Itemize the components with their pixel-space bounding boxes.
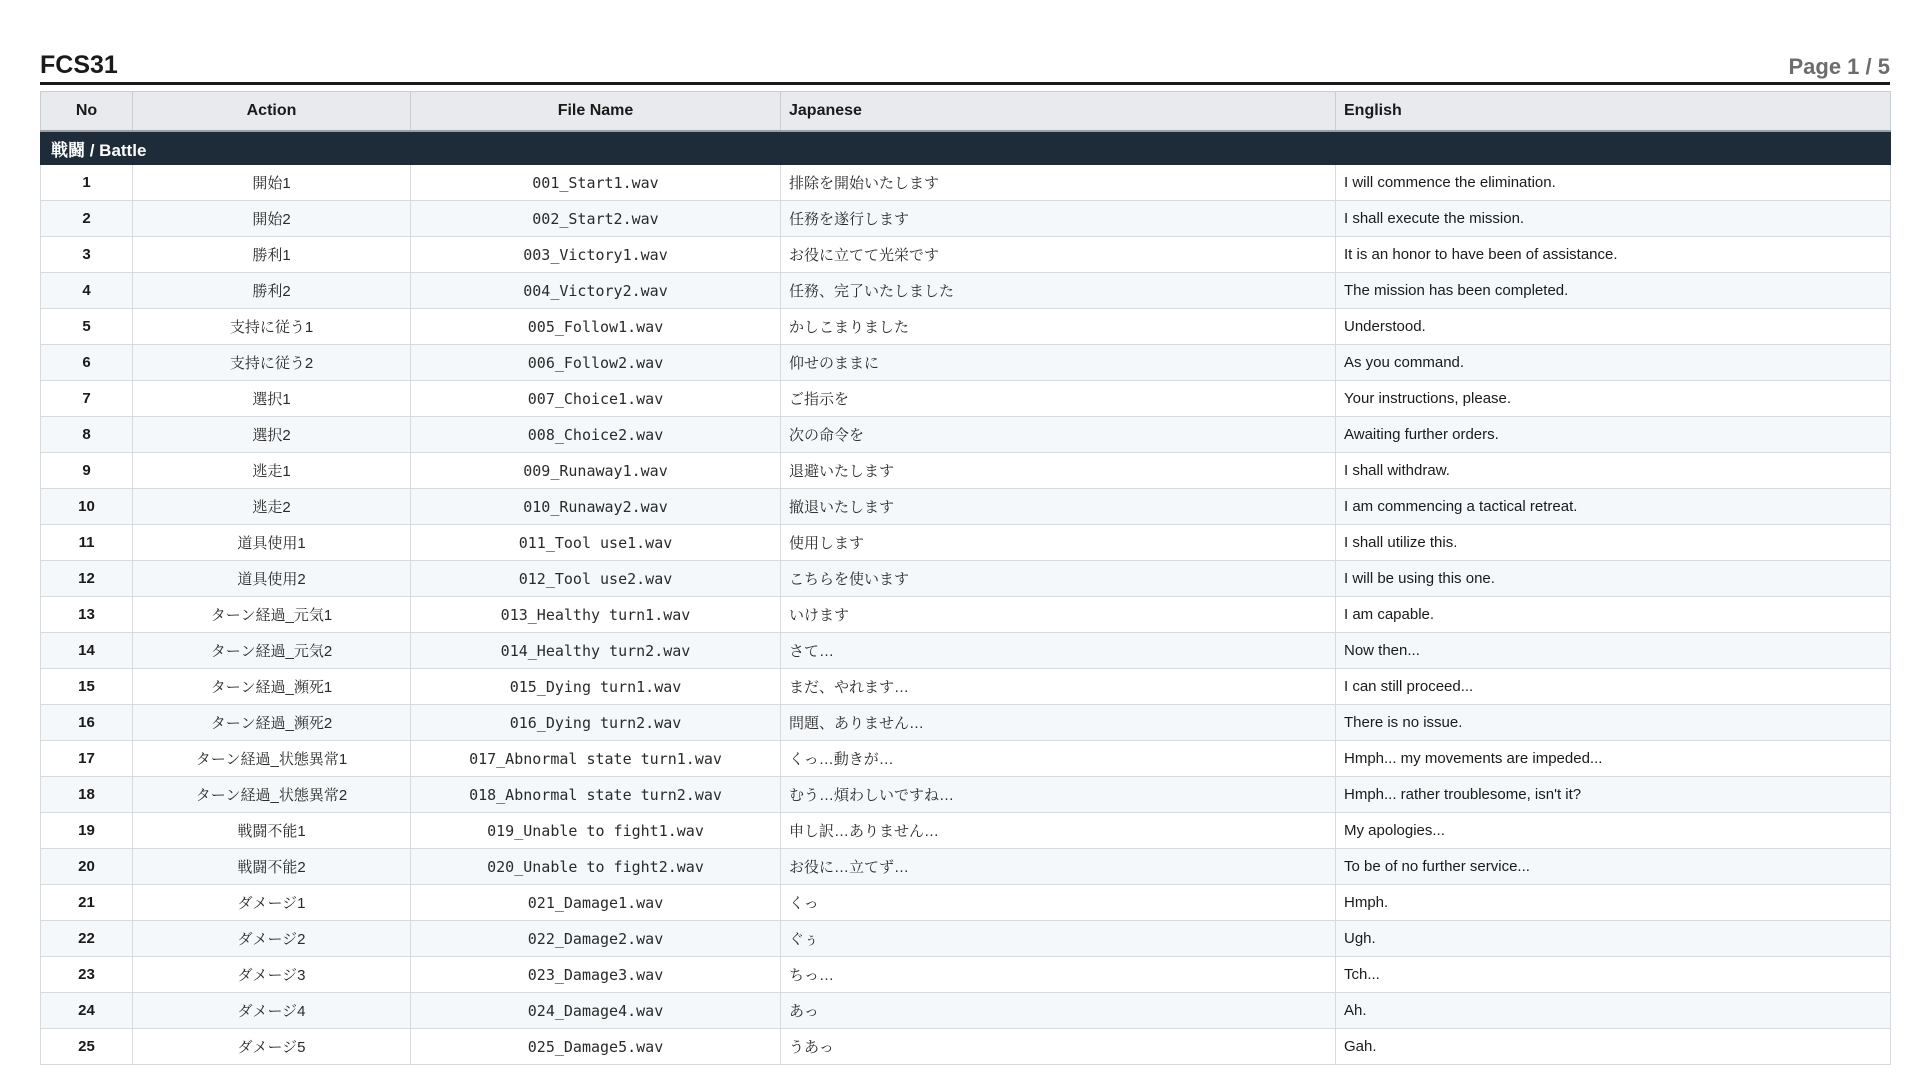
row-japanese: 退避いたします <box>781 453 1336 489</box>
table-row <box>41 561 1891 597</box>
table-row <box>41 489 1891 525</box>
row-number: 5 <box>41 309 133 345</box>
document-title: FCS31 <box>40 51 118 79</box>
row-action: ターン経過_瀕死2 <box>133 705 411 741</box>
row-japanese: 排除を開始いたします <box>781 165 1336 201</box>
row-japanese: ぐぅ <box>781 921 1336 957</box>
row-file-name: 021_Damage1.wav <box>411 885 781 921</box>
row-number: 9 <box>41 453 133 489</box>
table-row <box>41 309 1891 345</box>
row-file-name: 020_Unable to fight2.wav <box>411 849 781 885</box>
row-file-name: 022_Damage2.wav <box>411 921 781 957</box>
table-row <box>41 453 1891 489</box>
row-file-name: 009_Runaway1.wav <box>411 453 781 489</box>
row-english: Tch... <box>1336 957 1891 993</box>
row-file-name: 024_Damage4.wav <box>411 993 781 1029</box>
row-action: 支持に従う1 <box>133 309 411 345</box>
row-english: I will be using this one. <box>1336 561 1891 597</box>
table-row <box>41 885 1891 921</box>
row-action: ターン経過_状態異常2 <box>133 777 411 813</box>
row-action: ダメージ4 <box>133 993 411 1029</box>
table-row <box>41 813 1891 849</box>
row-action: 開始2 <box>133 201 411 237</box>
document-page <box>40 38 1890 1065</box>
page-header <box>40 38 1890 85</box>
row-japanese: さて… <box>781 633 1336 669</box>
row-file-name: 010_Runaway2.wav <box>411 489 781 525</box>
row-english: Your instructions, please. <box>1336 381 1891 417</box>
row-english: As you command. <box>1336 345 1891 381</box>
row-number: 4 <box>41 273 133 309</box>
row-number: 1 <box>41 165 133 201</box>
row-number: 8 <box>41 417 133 453</box>
row-japanese: あっ <box>781 993 1336 1029</box>
row-japanese: 撤退いたします <box>781 489 1336 525</box>
row-file-name: 025_Damage5.wav <box>411 1029 781 1065</box>
row-japanese: こちらを使います <box>781 561 1336 597</box>
table-row <box>41 381 1891 417</box>
row-english: I shall utilize this. <box>1336 525 1891 561</box>
row-action: 戦闘不能2 <box>133 849 411 885</box>
row-action: 支持に従う2 <box>133 345 411 381</box>
row-number: 2 <box>41 201 133 237</box>
row-number: 20 <box>41 849 133 885</box>
row-number: 6 <box>41 345 133 381</box>
row-japanese: ご指示を <box>781 381 1336 417</box>
row-japanese: お役に…立てず… <box>781 849 1336 885</box>
table-row <box>41 741 1891 777</box>
row-number: 3 <box>41 237 133 273</box>
table-row <box>41 201 1891 237</box>
table-body <box>41 131 1891 1065</box>
row-japanese: 申し訳…ありません… <box>781 813 1336 849</box>
section-header-row <box>41 131 1891 165</box>
row-action: ターン経過_状態異常1 <box>133 741 411 777</box>
row-english: I will commence the elimination. <box>1336 165 1891 201</box>
row-action: ダメージ5 <box>133 1029 411 1065</box>
table-row <box>41 417 1891 453</box>
row-japanese: 仰せのままに <box>781 345 1336 381</box>
row-number: 16 <box>41 705 133 741</box>
row-english: Hmph... my movements are impeded... <box>1336 741 1891 777</box>
row-english: Understood. <box>1336 309 1891 345</box>
row-action: ターン経過_元気2 <box>133 633 411 669</box>
voice-line-table <box>40 91 1891 1065</box>
row-number: 12 <box>41 561 133 597</box>
row-action: 選択1 <box>133 381 411 417</box>
table-row <box>41 993 1891 1029</box>
row-file-name: 001_Start1.wav <box>411 165 781 201</box>
table-row <box>41 921 1891 957</box>
row-file-name: 003_Victory1.wav <box>411 237 781 273</box>
row-japanese: 問題、ありません… <box>781 705 1336 741</box>
row-number: 13 <box>41 597 133 633</box>
row-file-name: 023_Damage3.wav <box>411 957 781 993</box>
table-row <box>41 597 1891 633</box>
table-row <box>41 1029 1891 1065</box>
row-japanese: かしこまりました <box>781 309 1336 345</box>
row-action: 選択2 <box>133 417 411 453</box>
row-english: I am commencing a tactical retreat. <box>1336 489 1891 525</box>
table-row <box>41 525 1891 561</box>
column-header-action: Action <box>133 92 411 132</box>
row-number: 23 <box>41 957 133 993</box>
row-file-name: 016_Dying turn2.wav <box>411 705 781 741</box>
row-english: Now then... <box>1336 633 1891 669</box>
row-number: 7 <box>41 381 133 417</box>
row-file-name: 019_Unable to fight1.wav <box>411 813 781 849</box>
row-japanese: 使用します <box>781 525 1336 561</box>
row-file-name: 011_Tool use1.wav <box>411 525 781 561</box>
row-file-name: 008_Choice2.wav <box>411 417 781 453</box>
row-action: 勝利1 <box>133 237 411 273</box>
row-file-name: 004_Victory2.wav <box>411 273 781 309</box>
table-row <box>41 345 1891 381</box>
row-action: 逃走1 <box>133 453 411 489</box>
row-japanese: くっ…動きが… <box>781 741 1336 777</box>
row-action: 逃走2 <box>133 489 411 525</box>
row-number: 18 <box>41 777 133 813</box>
row-japanese: くっ <box>781 885 1336 921</box>
row-english: There is no issue. <box>1336 705 1891 741</box>
table-row <box>41 777 1891 813</box>
row-japanese: 任務を遂行します <box>781 201 1336 237</box>
row-english: I shall execute the mission. <box>1336 201 1891 237</box>
row-action: ダメージ1 <box>133 885 411 921</box>
row-file-name: 014_Healthy turn2.wav <box>411 633 781 669</box>
row-number: 11 <box>41 525 133 561</box>
row-action: ダメージ2 <box>133 921 411 957</box>
row-number: 19 <box>41 813 133 849</box>
table-row <box>41 957 1891 993</box>
row-english: Hmph. <box>1336 885 1891 921</box>
row-file-name: 006_Follow2.wav <box>411 345 781 381</box>
row-file-name: 015_Dying turn1.wav <box>411 669 781 705</box>
table-header-row <box>41 92 1891 132</box>
table-row <box>41 849 1891 885</box>
row-japanese: いけます <box>781 597 1336 633</box>
row-japanese: まだ、やれます… <box>781 669 1336 705</box>
column-header-no: No <box>41 92 133 132</box>
row-japanese: 次の命令を <box>781 417 1336 453</box>
row-file-name: 017_Abnormal state turn1.wav <box>411 741 781 777</box>
row-japanese: ちっ… <box>781 957 1336 993</box>
row-action: ターン経過_元気1 <box>133 597 411 633</box>
row-file-name: 018_Abnormal state turn2.wav <box>411 777 781 813</box>
row-number: 15 <box>41 669 133 705</box>
table-row <box>41 237 1891 273</box>
table-row <box>41 633 1891 669</box>
row-japanese: お役に立てて光栄です <box>781 237 1336 273</box>
row-action: 道具使用1 <box>133 525 411 561</box>
row-english: My apologies... <box>1336 813 1891 849</box>
row-english: Awaiting further orders. <box>1336 417 1891 453</box>
row-number: 24 <box>41 993 133 1029</box>
column-header-japanese: Japanese <box>781 92 1336 132</box>
column-header-file-name: File Name <box>411 92 781 132</box>
row-action: 勝利2 <box>133 273 411 309</box>
row-english: To be of no further service... <box>1336 849 1891 885</box>
section-header-battle: 戦闘 / Battle <box>41 131 1891 165</box>
row-action: 開始1 <box>133 165 411 201</box>
row-file-name: 013_Healthy turn1.wav <box>411 597 781 633</box>
row-file-name: 005_Follow1.wav <box>411 309 781 345</box>
row-english: Ugh. <box>1336 921 1891 957</box>
row-english: Hmph... rather troublesome, isn't it? <box>1336 777 1891 813</box>
table-row <box>41 165 1891 201</box>
row-english: The mission has been completed. <box>1336 273 1891 309</box>
row-file-name: 002_Start2.wav <box>411 201 781 237</box>
row-number: 22 <box>41 921 133 957</box>
row-number: 14 <box>41 633 133 669</box>
row-file-name: 012_Tool use2.wav <box>411 561 781 597</box>
row-english: I can still proceed... <box>1336 669 1891 705</box>
row-file-name: 007_Choice1.wav <box>411 381 781 417</box>
page-indicator: Page 1 / 5 <box>1788 54 1890 79</box>
table-row <box>41 273 1891 309</box>
column-header-english: English <box>1336 92 1891 132</box>
row-action: 戦闘不能1 <box>133 813 411 849</box>
row-english: Gah. <box>1336 1029 1891 1065</box>
row-action: ダメージ3 <box>133 957 411 993</box>
table-row <box>41 705 1891 741</box>
row-number: 25 <box>41 1029 133 1065</box>
table-row <box>41 669 1891 705</box>
row-number: 21 <box>41 885 133 921</box>
row-english: Ah. <box>1336 993 1891 1029</box>
row-number: 10 <box>41 489 133 525</box>
row-action: ターン経過_瀕死1 <box>133 669 411 705</box>
row-japanese: 任務、完了いたしました <box>781 273 1336 309</box>
row-english: I shall withdraw. <box>1336 453 1891 489</box>
row-japanese: うあっ <box>781 1029 1336 1065</box>
row-number: 17 <box>41 741 133 777</box>
row-english: I am capable. <box>1336 597 1891 633</box>
row-action: 道具使用2 <box>133 561 411 597</box>
row-english: It is an honor to have been of assistance. <box>1336 237 1891 273</box>
row-japanese: むう…煩わしいですね… <box>781 777 1336 813</box>
